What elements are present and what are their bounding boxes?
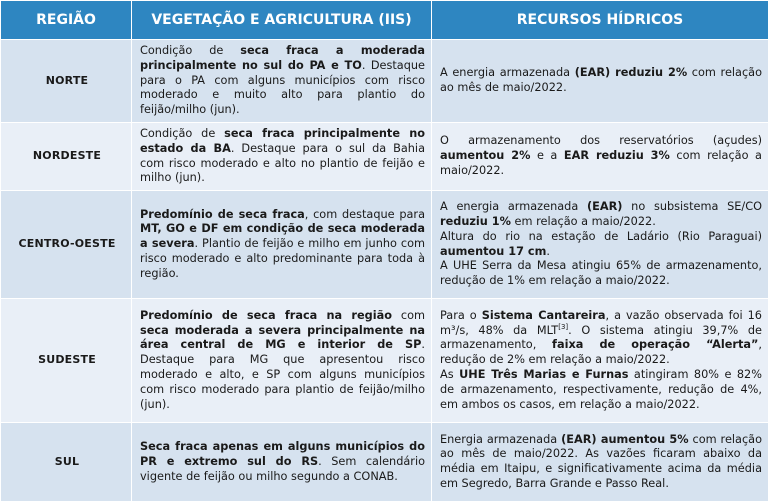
paragraph [440, 433, 762, 492]
bold-text: seca fraca a moderada principalmente no sul do PA e TO [140, 44, 425, 72]
text-run: A energia armazenada [440, 200, 587, 213]
vegetation-cell [132, 299, 432, 423]
table-row [1, 40, 768, 123]
text-run: A energia armazenada [440, 66, 575, 79]
water-resources-cell [432, 423, 768, 502]
bold-text: faixa de operação “Alerta” [552, 338, 758, 351]
vegetation-cell [132, 191, 432, 299]
region-cell: SUDESTE [1, 299, 132, 423]
text-run: A UHE Serra da Mesa atingiu 65% de armazenamento, redução de 1% em relação a maio/2022. [440, 259, 762, 287]
header-row [1, 1, 768, 40]
bold-text: seca fraca principalmente no estado da BA [140, 127, 425, 155]
text-run: Condição de [140, 44, 240, 57]
region-cell: NORTE [1, 40, 132, 123]
region-cell: CENTRO-OESTE [1, 191, 132, 299]
paragraph [440, 230, 762, 260]
bold-text: UHE Três Marias e Furnas [459, 368, 628, 381]
text-run: Para o [440, 309, 482, 322]
region-cell: NORDESTE [1, 122, 132, 190]
text-run: e a [530, 149, 564, 162]
text-run: . Destaque para MG que apresentou risco moderado e alto, e SP com alguns municípios com risco moderado para plantio de feijão/milho (jun). [140, 338, 425, 410]
bold-text: MT, GO e DF em condição de seca moderada a severa [140, 222, 425, 250]
vegetation-cell [132, 40, 432, 123]
header-regiao: REGIÃO [1, 1, 132, 40]
paragraph [440, 309, 762, 368]
table-row [1, 122, 768, 190]
table-row [1, 423, 768, 502]
bold-text: Predomínio de seca fraca [140, 208, 305, 221]
bold-text: (EAR) aumentou 5% [561, 433, 689, 446]
text-run: . [546, 245, 550, 258]
bold-text: Predomínio de seca fraca na região [140, 309, 392, 322]
text-run: atingiram 80% e 82% de armazenamento, respectivamente, redução de 4%, em ambos os casos, em relação a maio/2022. [440, 368, 762, 411]
bold-text: EAR reduziu 3% [564, 149, 670, 162]
bold-text: (EAR) reduziu 2% [575, 66, 687, 79]
water-resources-cell [432, 122, 768, 190]
paragraph [440, 368, 762, 412]
text-run: . O sistema atingiu 39,7% de armazenamento, [440, 324, 762, 352]
text-run: com relação a maio/2022. [440, 149, 762, 177]
table-row [1, 191, 768, 299]
bold-text: aumentou 17 cm [440, 245, 546, 258]
bold-text: Sistema Cantareira [482, 309, 606, 322]
text-run: em relação a maio/2022. [511, 215, 656, 228]
text-run: com relação ao mês de maio/2022. [440, 66, 762, 94]
vegetation-cell [132, 122, 432, 190]
text-run: O armazenamento dos reservatórios (açudes) [440, 134, 762, 147]
table-row [1, 299, 768, 423]
water-resources-cell [432, 191, 768, 299]
text-run: Energia armazenada [440, 433, 561, 446]
footnote-ref: [3] [558, 323, 568, 331]
paragraph [440, 200, 762, 230]
text-run: . Sem calendário vigente de feijão ou milho segundo a CONAB. [140, 455, 425, 483]
text-run: no subsistema SE/CO [622, 200, 762, 213]
text-run: , a vazão observada foi 16 m³/s, 48% da MLT [440, 309, 762, 337]
water-resources-cell [432, 299, 768, 423]
text-run: com [392, 309, 425, 322]
text-run: . Destaque para o sul da Bahia com risco moderado e alto no plantio de feijão e milho (jun). [140, 142, 425, 185]
region-cell: SUL [1, 423, 132, 502]
bold-text: reduziu 1% [440, 215, 511, 228]
text-run: Altura do rio na estação de Ladário (Rio Paraguai) [440, 230, 762, 243]
paragraph [440, 134, 762, 178]
text-run: Condição de [140, 127, 224, 140]
paragraph [440, 66, 762, 96]
bold-text: Seca fraca apenas em alguns municípios do PR e extremo sul do RS [140, 440, 425, 468]
text-run: . Destaque para o PA com alguns municípios com risco moderado e muito alto para plantio do feijão/milho (jun). [140, 59, 425, 116]
text-run: . Plantio de feijão e milho em junho com risco moderado e alto predominante para toda à região. [140, 237, 425, 280]
header-recursos: RECURSOS HÍDRICOS [432, 1, 768, 40]
vegetation-cell [132, 423, 432, 502]
text-run: As [440, 368, 459, 381]
text-run: , redução de 2% em relação a maio/2022. [440, 338, 762, 366]
bold-text: seca moderada a severa principalmente na área central de MG e interior de SP [140, 324, 425, 352]
water-resources-cell [432, 40, 768, 123]
header-vegetacao: VEGETAÇÃO E AGRICULTURA (IIS) [132, 1, 432, 40]
bold-text: aumentou 2% [440, 149, 530, 162]
text-run: com relação ao mês de maio/2022. As vazões ficaram abaixo da média em Itaipu, e significativamente acima da média em Segredo, Barra Grande e Passo Real. [440, 433, 762, 490]
text-run: , com destaque para [305, 208, 425, 221]
paragraph [440, 259, 762, 289]
bold-text: (EAR) [587, 200, 623, 213]
